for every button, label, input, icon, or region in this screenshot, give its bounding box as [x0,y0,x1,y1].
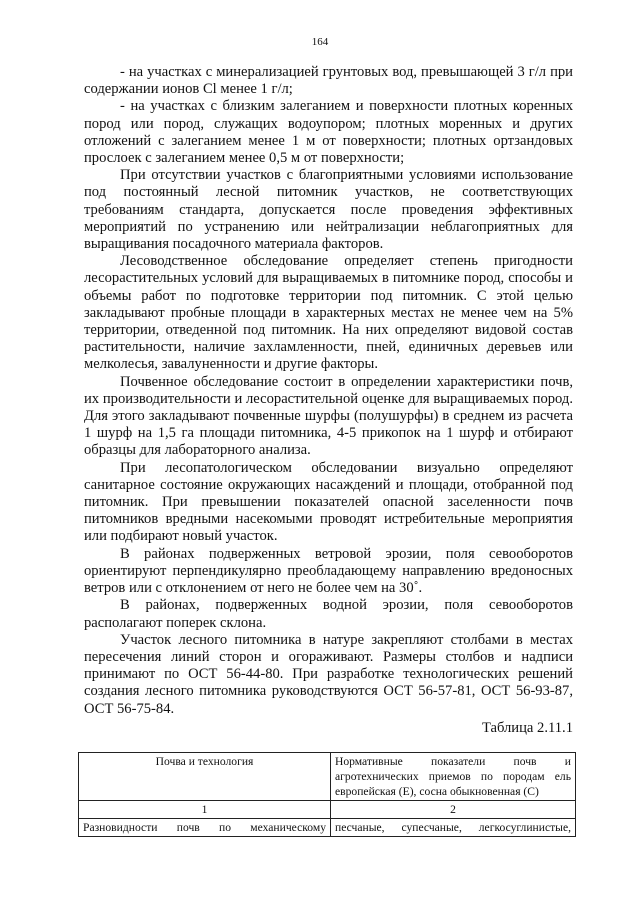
paragraph: При лесопатологическом обследовании визуально определяют санитарное состояние окружающих насаждений и площади, отобранной под питомник. При превышении показателей опасной заселенности почв питомников вредными насекомыми проводят истребительные мероприятия или подбирают новый участок. [84,459,573,545]
norms-table [78,752,576,837]
table-header-cell: Почва и технология [79,753,331,801]
paragraph: - на участках с близким залеганием и поверхности плотных коренных пород или пород, служащих водоупором; плотных моренных и других отложений с залеганием менее 1 м от поверхности; плотных ортзандовых прослоек с залеганием менее 0,5 м от поверхности; [84,98,573,167]
paragraph: При отсутствии участков с благоприятными условиями использование под постоянный лесной питомник участков, не соответствующих требованиям стандарта, допускается после проведения эффективных мероприятий по устранению или нейтрализации неблагоприятных для выращивания посадочного материала факторов. [84,167,573,253]
paragraph: В районах, подверженных водной эрозии, поля севооборотов располагают поперек склона. [84,597,573,631]
table-row [79,819,576,837]
table-cell: Разновидности почв по механическому [79,819,331,837]
paragraph: Почвенное обследование состоит в определении характеристики почв, их производительности и лесорастительной оценке для выращиваемых пород. Для этого закладывают почвенные шурфы (полушурфы) в среднем из расчета 1 шурф на 1,5 га площади питомника, 4-5 прикопок на 1 шурф и отбирают образцы для лабораторного анализа. [84,373,573,459]
paragraph: - на участках с минерализацией грунтовых вод, превышающей 3 г/л при содержании ионов Cl менее 1 г/л; [84,64,573,98]
paragraph: Участок лесного питомника в натуре закрепляют столбами в местах пересечения линий сторон и огораживают. Размеры столбов и надписи принимают по ОСТ 56-44-80. При разработке технологических решений создания лесного питомника руководствуются ОСТ 56-57-81, ОСТ 56-93-87, ОСТ 56-75-84. [84,631,573,717]
table-number-cell: 2 [331,801,576,819]
paragraph: Лесоводственное обследование определяет степень пригодности лесорастительных условий для выращиваемых в питомнике пород, способы и объемы работ по подготовке территории под питомник. С этой целью закладывают пробные площади в характерных местах не менее чем на 5% территории, отведенной под питомник. На них определяют видовой состав растительности, наличие захламленности, пней, единичных деревьев или мелколесья, завалуненности и другие факторы. [84,253,573,373]
table-cell: песчаные, супесчаные, легкосуглинистые, [331,819,576,837]
table-number-cell: 1 [79,801,331,819]
body-text [84,64,573,718]
table-header-cell: Нормативные показатели почв и агротехнических приемов по породам ель европейская (Е), сосна обыкновенная (С) [331,753,576,801]
paragraph: В районах подверженных ветровой эрозии, поля севооборотов ориентируют перпендикулярно преобладающему направлению вредоносных ветров или с отклонением от него не более чем на 30˚. [84,545,573,597]
table-caption: Таблица 2.11.1 [481,720,573,736]
page-number: 164 [311,36,329,48]
table-number-row [79,801,576,819]
table-header-row [79,753,576,801]
